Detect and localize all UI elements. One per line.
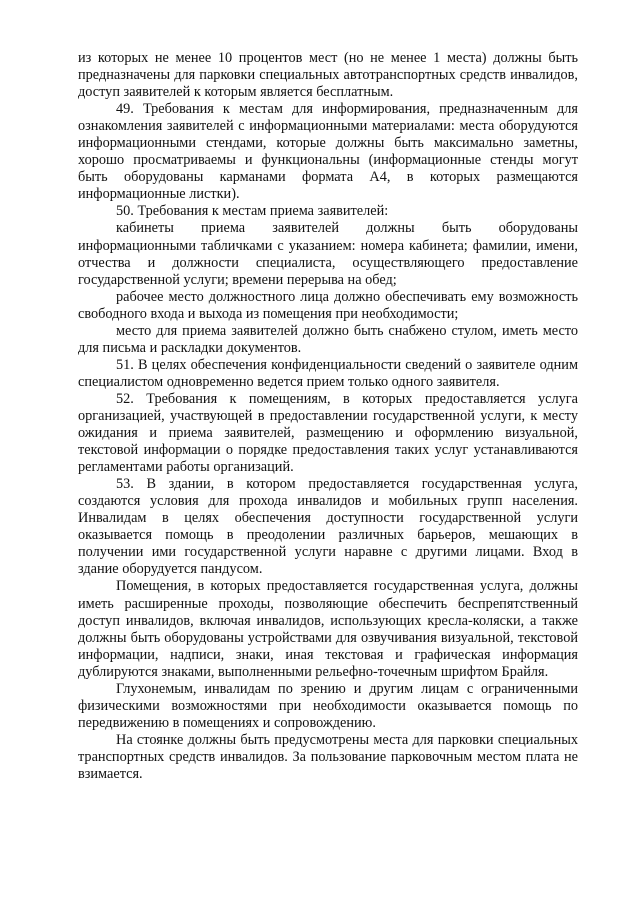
paragraph-p-parking-continued: из которых не менее 10 процентов мест (но не менее 1 места) должны быть предназначены для парковки специальных автотранспортных средств инвалидов, доступ заявителей к которым является бесплатным. xyxy=(78,50,578,101)
paragraph-p-50-workplace: рабочее место должностного лица должно обеспечивать ему возможность свободного входа и выхода из помещения при необходимости; xyxy=(78,288,578,322)
paragraph-p-50-chair: место для приема заявителей должно быть снабжено стулом, иметь место для письма и раскладки документов. xyxy=(78,322,578,356)
paragraph-p-53: 53. В здании, в котором предоставляется государственная услуга, создаются условия для прохода инвалидов и мобильных групп населения. Инвалидам в целях обеспечения доступности государственной услуги оказывается помощь в преодолении различных барьеров, мешающих в получении ими государственной услуги наравне с другими лицами. Вход в здание оборудуется пандусом. xyxy=(78,476,578,578)
paragraph-p-53-premises: Помещения, в которых предоставляется государственная услуга, должны иметь расширенные проходы, позволяющие обеспечить беспрепятственный доступ инвалидов, включая инвалидов, использующих кресла-коляски, а также должны быть оборудованы устройствами для озвучивания визуальной, текстовой информации, надписи, знаки, иная текстовая и графическая информация дублируются знаками, выполненными рельефно-точечным шрифтом Брайля. xyxy=(78,578,578,680)
paragraph-p-50: 50. Требования к местам приема заявителей: xyxy=(116,203,389,220)
paragraph-p-49: 49. Требования к местам для информирования, предназначенным для ознакомления заявителей с информационными материалами: места оборудуются информационными стендами, которые должны быть максимально заметны, хорошо просматриваемы и функциональны (информационные стенды могут быть оборудованы карманами формата А4, в которых размещаются информационные листки). xyxy=(78,101,578,203)
paragraph-p-51: 51. В целях обеспечения конфиденциальности сведений о заявителе одним специалистом одновременно ведется прием только одного заявителя. xyxy=(78,356,578,390)
document-page xyxy=(78,50,578,783)
paragraph-p-53-deafblind: Глухонемым, инвалидам по зрению и другим лицам с ограниченными физическими возможностями при необходимости оказывается помощь по передвижению в помещениях и сопровождению. xyxy=(78,680,578,731)
paragraph-p-50-cabinets: кабинеты приема заявителей должны быть оборудованы информационными табличками с указанием: номера кабинета; фамилии, имени, отчества и должности специалиста, осуществляющего предоставление государственной услуги; времени перерыва на обед; xyxy=(78,220,578,288)
paragraph-p-53-parking: На стоянке должны быть предусмотрены места для парковки специальных транспортных средств инвалидов. За пользование парковочным местом плата не взимается. xyxy=(78,731,578,782)
paragraph-p-52: 52. Требования к помещениям, в которых предоставляется услуга организацией, участвующей в предоставлении государственной услуги, к месту ожидания и приема заявителей, размещению и оформлению визуальной, текстовой информации о порядке предоставления таких услуг устанавливаются регламентами работы организаций. xyxy=(78,390,578,476)
